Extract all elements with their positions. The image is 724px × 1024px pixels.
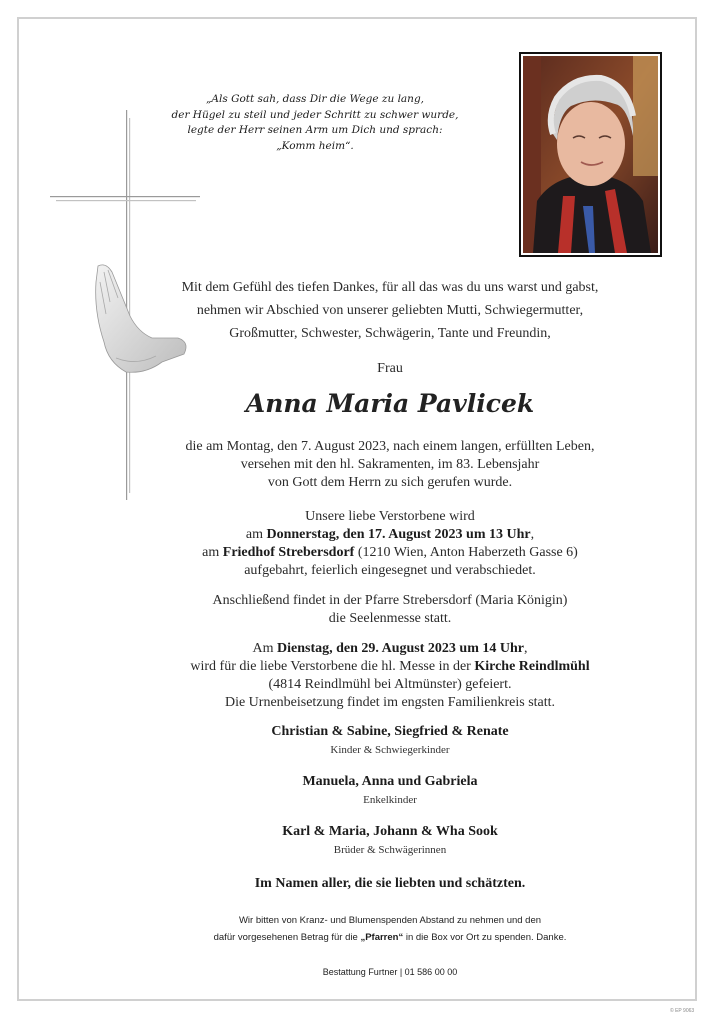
donation-note-line: dafür vorgesehenen Betrag für die „Pfarren“ in die Box vor Ort zu spenden. Danke.: [213, 932, 567, 943]
mass-line: (4814 Reindlmühl bei Altmünster) gefeiert.: [268, 677, 512, 692]
family-relation: Kinder & Schwiegerkinder: [330, 744, 450, 756]
family-relation: Brüder & Schwägerinnen: [333, 844, 447, 856]
family-group: [110, 774, 670, 806]
family-group: [110, 724, 670, 756]
family-names: Manuela, Anna und Gabriela: [302, 774, 478, 789]
requiem-info: [110, 592, 670, 628]
death-notice-line: versehen mit den hl. Sakramenten, im 83. Lebensjahr: [240, 457, 540, 472]
mass-line: wird für die liebe Verstorbene die hl. Messe in der Kirche Reindlmühl: [190, 659, 590, 674]
quote-line: der Hügel zu steil und jeder Schritt zu schwer wurde,: [171, 108, 459, 121]
portrait-photo-image: [523, 56, 658, 253]
mass-info: [110, 640, 670, 712]
family-group: [110, 824, 670, 856]
family-names: Karl & Maria, Johann & Wha Sook: [282, 824, 498, 839]
death-notice: [110, 438, 670, 492]
quote-line: legte der Herr seinen Arm um Dich und sprach:: [187, 124, 443, 136]
closing-line: Im Namen aller, die sie liebten und schätzten.: [254, 876, 526, 891]
donation-note: [110, 912, 670, 946]
mass-line: Am Dienstag, den 29. August 2023 um 14 Uhr,: [252, 641, 528, 656]
requiem-line: Anschließend findet in der Pfarre Strebersdorf (Maria Königin): [212, 593, 568, 608]
intro-line: Großmutter, Schwester, Schwägerin, Tante und Freundin,: [229, 326, 551, 341]
burial-info: [110, 508, 670, 580]
burial-line: am Donnerstag, den 17. August 2023 um 13 Uhr,: [245, 527, 535, 542]
family-relation: Enkelkinder: [363, 794, 417, 806]
quote-line: „Als Gott sah, dass Dir die Wege zu lang,: [205, 93, 425, 105]
template-code: © EP 9063: [670, 1008, 695, 1014]
family-names: Christian & Sabine, Siegfried & Renate: [271, 724, 509, 739]
funeral-home-footer: Bestattung Furtner | 01 586 00 00: [322, 967, 458, 977]
requiem-line: die Seelenmesse statt.: [328, 611, 452, 626]
deceased-name: Anna Maria Pavlicek: [245, 389, 535, 418]
burial-line: am Friedhof Strebersdorf (1210 Wien, Anton Haberzeth Gasse 6): [202, 545, 578, 560]
intro-text: [140, 276, 640, 345]
portrait-photo: [519, 52, 662, 257]
intro-line: nehmen wir Abschied von unserer geliebten Mutti, Schwiegermutter,: [196, 303, 584, 318]
mass-line: Die Urnenbeisetzung findet im engsten Familienkreis statt.: [224, 695, 556, 710]
death-notice-line: die am Montag, den 7. August 2023, nach einem langen, erfüllten Leben,: [185, 439, 595, 454]
death-notice-line: von Gott dem Herrn zu sich gerufen wurde.: [267, 475, 513, 490]
salutation: Frau: [377, 361, 403, 376]
burial-line: aufgebahrt, feierlich eingesegnet und verabschiedet.: [244, 563, 536, 578]
donation-note-line: Wir bitten von Kranz- und Blumenspenden Abstand zu nehmen und den: [238, 915, 542, 926]
quote-line: „Komm heim“.: [276, 139, 354, 152]
burial-line: Unsere liebe Verstorbene wird: [305, 509, 475, 524]
intro-line: Mit dem Gefühl des tiefen Dankes, für all das was du uns warst und gabst,: [181, 280, 599, 295]
